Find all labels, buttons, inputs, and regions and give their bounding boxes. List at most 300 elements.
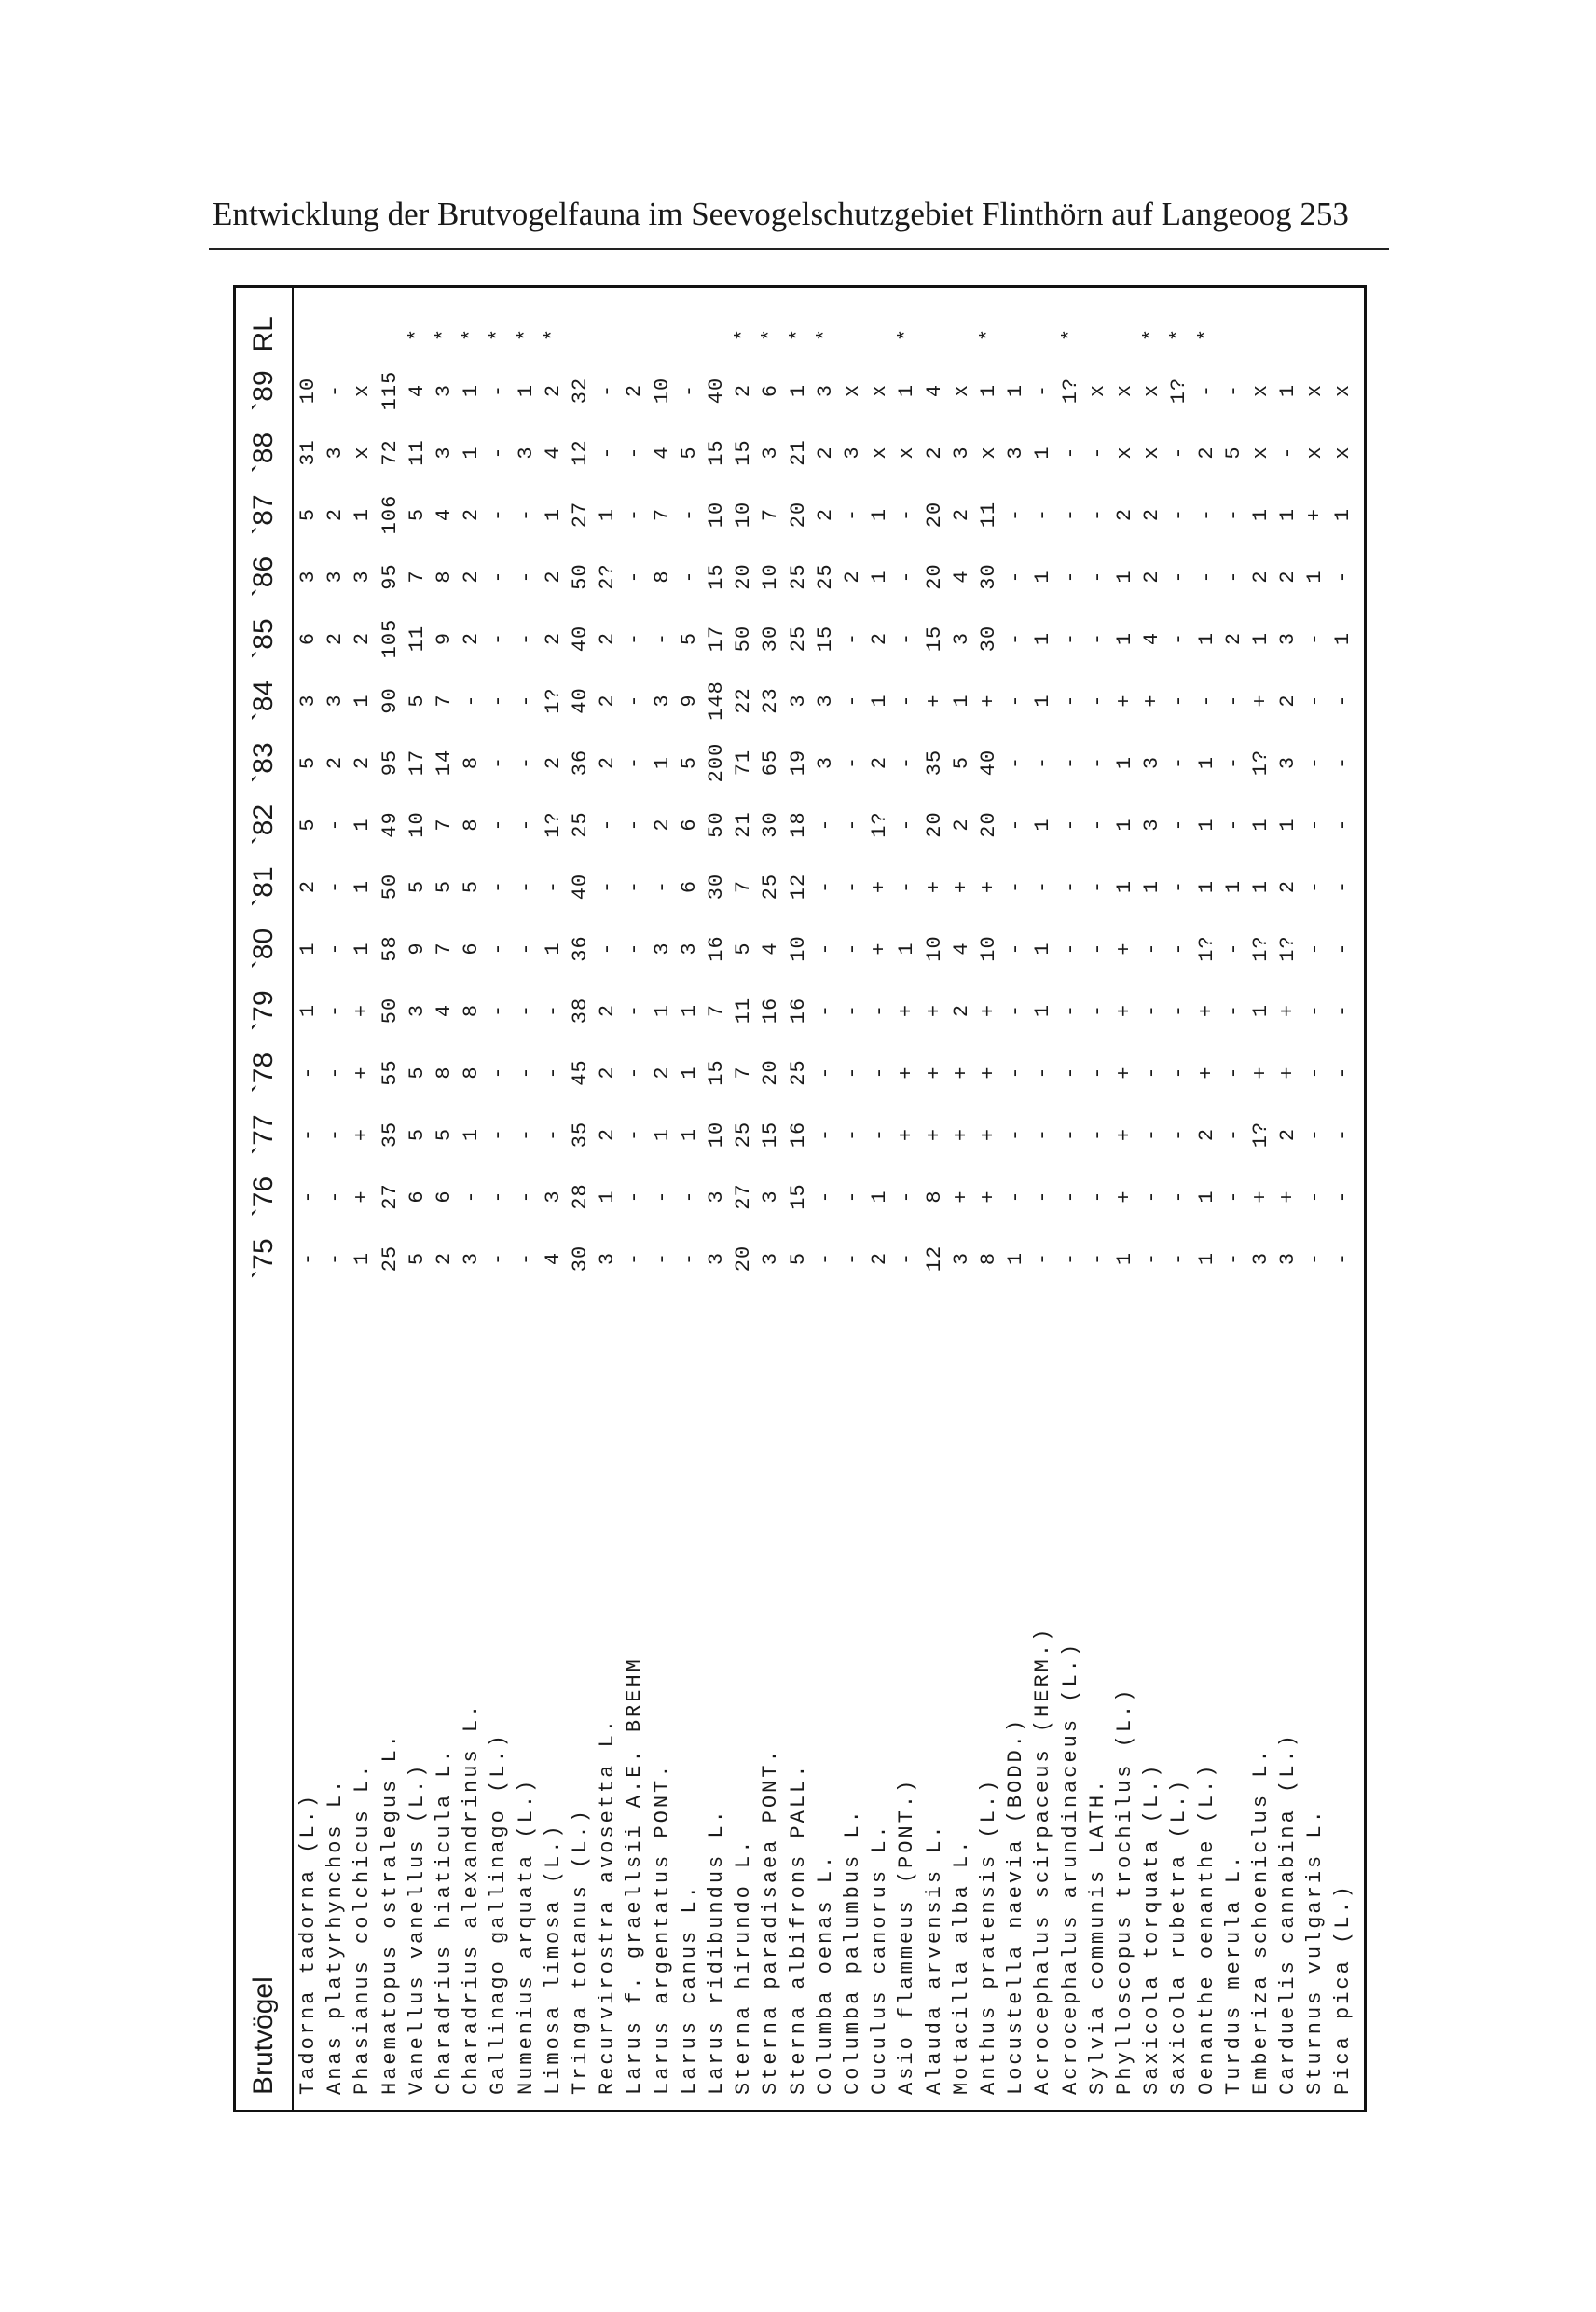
count-cell: - xyxy=(1303,1003,1328,1018)
count-cell: - xyxy=(541,1127,565,1142)
count-cell: - xyxy=(1330,879,1355,894)
count-cell: - xyxy=(1303,694,1328,708)
species-name: Charadrius hiaticula L. xyxy=(433,1747,456,2095)
count-cell: - xyxy=(1221,755,1245,770)
count-cell: 15 xyxy=(922,625,946,653)
species-name: Acrocephalus scirpaceus (HERM.) xyxy=(1031,1626,1055,2095)
count-cell: - xyxy=(1031,1066,1055,1080)
species-name: Vanellus vanellus (L.) xyxy=(405,1762,429,2095)
count-cell: 16 xyxy=(786,1121,810,1149)
count-cell: - xyxy=(1303,818,1328,832)
count-cell: - xyxy=(1140,1003,1164,1018)
count-cell: x xyxy=(949,383,973,398)
count-cell: - xyxy=(841,818,864,832)
count-cell: + xyxy=(351,1127,375,1142)
count-cell: x xyxy=(1113,446,1136,460)
count-cell: 1 xyxy=(1031,694,1055,708)
red-list-marker: * xyxy=(541,328,565,342)
count-cell: x xyxy=(1140,446,1164,460)
count-cell: - xyxy=(1140,942,1164,956)
header-rule xyxy=(209,248,1389,250)
count-cell: - xyxy=(596,818,620,832)
count-cell: 14 xyxy=(433,749,456,777)
count-cell: 8 xyxy=(460,755,484,770)
count-cell: 15 xyxy=(705,1059,728,1086)
year-header: `88 xyxy=(248,432,279,474)
count-cell: - xyxy=(623,694,647,708)
count-cell: - xyxy=(1085,694,1109,708)
count-cell: - xyxy=(1058,1066,1082,1080)
species-name: Columba oenas L. xyxy=(813,1852,837,2095)
count-cell: 15 xyxy=(759,1121,783,1149)
count-cell: - xyxy=(487,818,511,832)
count-cell: - xyxy=(813,879,837,894)
count-cell: - xyxy=(623,942,647,956)
count-cell: - xyxy=(487,507,511,522)
count-cell: - xyxy=(813,1190,837,1204)
count-cell: + xyxy=(1194,1003,1218,1018)
table-row xyxy=(976,288,1002,2110)
count-cell: - xyxy=(1167,1066,1191,1080)
count-cell: 3 xyxy=(949,446,973,460)
count-cell: 25 xyxy=(378,1245,402,1273)
count-cell: 1 xyxy=(596,1190,620,1204)
count-cell: - xyxy=(1058,694,1082,708)
count-cell: + xyxy=(977,1066,1000,1080)
species-name: Cuculus canorus L. xyxy=(868,1823,892,2095)
count-cell: - xyxy=(1058,879,1082,894)
count-cell: 6 xyxy=(296,631,320,646)
count-cell: 4 xyxy=(433,1003,456,1018)
count-cell: + xyxy=(1140,694,1164,708)
count-cell: - xyxy=(677,1190,701,1204)
count-cell: 1 xyxy=(1330,631,1355,646)
table-row xyxy=(786,288,812,2110)
species-name: Sturnus vulgaris L. xyxy=(1303,1808,1328,2095)
count-cell: - xyxy=(813,1127,837,1142)
count-cell: 20 xyxy=(977,811,1000,838)
count-cell: - xyxy=(1085,631,1109,646)
count-cell: - xyxy=(296,1066,320,1080)
count-cell: 1 xyxy=(1031,570,1055,584)
count-cell: 5 xyxy=(405,1251,429,1266)
count-cell: 4 xyxy=(759,942,783,956)
count-cell: 5 xyxy=(296,755,320,770)
count-cell: 1 xyxy=(1194,631,1218,646)
count-cell: 22 xyxy=(732,687,756,714)
count-cell: + xyxy=(977,694,1000,708)
count-cell: 49 xyxy=(378,811,402,838)
count-cell: 35 xyxy=(922,749,946,777)
count-cell: 21 xyxy=(786,439,810,466)
count-cell: 8 xyxy=(650,570,674,584)
count-cell: 3 xyxy=(1004,446,1028,460)
count-cell: - xyxy=(460,694,484,708)
count-cell: 1 xyxy=(1276,818,1300,832)
count-cell: 12 xyxy=(569,439,592,466)
count-cell: - xyxy=(1330,755,1355,770)
count-cell: 1 xyxy=(1194,818,1218,832)
count-cell: 1 xyxy=(895,942,919,956)
rotated-table-body xyxy=(236,288,1364,2110)
count-cell: - xyxy=(895,570,919,584)
count-cell: 2 xyxy=(596,755,620,770)
species-name: Alauda arvensis L. xyxy=(922,1823,946,2095)
count-cell: 8 xyxy=(922,1190,946,1204)
count-cell: - xyxy=(1221,818,1245,832)
count-cell: 1 xyxy=(868,694,892,708)
count-cell: 95 xyxy=(378,563,402,590)
count-cell: - xyxy=(1085,570,1109,584)
count-cell: 11 xyxy=(405,625,429,653)
count-cell: - xyxy=(1058,631,1082,646)
count-cell: 25 xyxy=(732,1121,756,1149)
count-cell: 2 xyxy=(949,818,973,832)
count-cell: - xyxy=(1085,1127,1109,1142)
count-cell: + xyxy=(922,1066,946,1080)
count-cell: 2 xyxy=(460,570,484,584)
table-row xyxy=(296,288,322,2110)
count-cell: 6 xyxy=(677,879,701,894)
count-cell: 5 xyxy=(1221,446,1245,460)
count-cell: 2 xyxy=(296,879,320,894)
species-name: Saxicola rubetra (L.) xyxy=(1167,1777,1191,2095)
table-row xyxy=(867,288,893,2110)
table-row xyxy=(486,288,512,2110)
count-cell: - xyxy=(514,1127,538,1142)
count-cell: x xyxy=(868,383,892,398)
count-cell: - xyxy=(813,818,837,832)
count-cell: - xyxy=(841,507,864,522)
species-name: Sterna albifrons PALL. xyxy=(786,1762,810,2095)
count-cell: 3 xyxy=(786,694,810,708)
count-cell: + xyxy=(1276,1066,1300,1080)
count-cell: - xyxy=(650,1190,674,1204)
count-cell: - xyxy=(813,1251,837,1266)
count-cell: + xyxy=(1303,507,1328,522)
count-cell: 6 xyxy=(460,942,484,956)
count-cell: - xyxy=(1330,1190,1355,1204)
count-cell: - xyxy=(1194,694,1218,708)
count-cell: + xyxy=(977,1003,1000,1018)
count-cell: - xyxy=(1167,1251,1191,1266)
count-cell: - xyxy=(1221,570,1245,584)
count-cell: - xyxy=(514,694,538,708)
count-cell: - xyxy=(623,755,647,770)
count-cell: - xyxy=(677,1251,701,1266)
count-cell: 1? xyxy=(541,811,565,838)
count-cell: 21 xyxy=(732,811,756,838)
count-cell: 1 xyxy=(1031,942,1055,956)
count-cell: 3 xyxy=(296,570,320,584)
count-cell: 3 xyxy=(759,1251,783,1266)
count-cell: 2 xyxy=(1194,446,1218,460)
count-cell: 1 xyxy=(677,1066,701,1080)
count-cell: - xyxy=(1167,755,1191,770)
count-cell: 10 xyxy=(732,501,756,529)
year-header: `85 xyxy=(248,618,279,659)
count-cell: 2 xyxy=(1276,1127,1300,1142)
count-cell: - xyxy=(323,1003,348,1018)
count-cell: - xyxy=(1004,818,1028,832)
count-cell: - xyxy=(514,631,538,646)
count-cell: 17 xyxy=(405,749,429,777)
count-cell: - xyxy=(1167,1127,1191,1142)
count-cell: - xyxy=(813,942,837,956)
count-cell: - xyxy=(1004,1127,1028,1142)
count-cell: 8 xyxy=(460,1066,484,1080)
count-cell: 5 xyxy=(296,818,320,832)
species-column-header: Brutvögel xyxy=(248,1976,279,2095)
count-cell: 3 xyxy=(323,694,348,708)
table-row xyxy=(405,288,431,2110)
count-cell: - xyxy=(623,446,647,460)
count-cell: - xyxy=(650,1251,674,1266)
count-cell: 10 xyxy=(977,935,1000,962)
count-cell: 3 xyxy=(1276,631,1300,646)
count-cell: 50 xyxy=(569,563,592,590)
count-cell: 3 xyxy=(650,694,674,708)
count-cell: - xyxy=(677,570,701,584)
count-cell: 2 xyxy=(868,631,892,646)
count-cell: 3 xyxy=(759,1190,783,1204)
count-cell: 3 xyxy=(677,942,701,956)
species-name: Recurvirostra avosetta L. xyxy=(596,1716,620,2095)
count-cell: - xyxy=(868,1003,892,1018)
table-row xyxy=(1058,288,1084,2110)
count-cell: 20 xyxy=(759,1059,783,1086)
count-cell: 2 xyxy=(433,1251,456,1266)
count-cell: x xyxy=(1330,383,1355,398)
count-cell: - xyxy=(323,383,348,398)
count-cell: 3 xyxy=(1249,1251,1273,1266)
count-cell: - xyxy=(841,631,864,646)
count-cell: 5 xyxy=(405,1127,429,1142)
count-cell: 2 xyxy=(596,631,620,646)
count-cell: 1 xyxy=(1194,1190,1218,1204)
species-name: Sylvia communis LATH. xyxy=(1085,1777,1109,2095)
count-cell: - xyxy=(1330,694,1355,708)
count-cell: 3 xyxy=(460,1251,484,1266)
count-cell: 4 xyxy=(922,383,946,398)
count-cell: 1 xyxy=(1249,631,1273,646)
count-cell: - xyxy=(1330,1127,1355,1142)
count-cell: 1 xyxy=(1303,570,1328,584)
count-cell: 30 xyxy=(705,873,728,901)
table-header-row xyxy=(236,288,294,2110)
count-cell: 2 xyxy=(323,507,348,522)
count-cell: + xyxy=(922,879,946,894)
count-cell: 2 xyxy=(1276,694,1300,708)
count-cell: 2 xyxy=(1113,507,1136,522)
count-cell: 7 xyxy=(650,507,674,522)
count-cell: 27 xyxy=(569,501,592,529)
count-cell: 7 xyxy=(732,1066,756,1080)
count-cell: 36 xyxy=(569,935,592,962)
count-cell: 1 xyxy=(1249,818,1273,832)
count-cell: - xyxy=(487,631,511,646)
table-row xyxy=(1085,288,1111,2110)
count-cell: - xyxy=(514,1066,538,1080)
count-cell: 200 xyxy=(705,742,728,783)
count-cell: 4 xyxy=(650,446,674,460)
species-name: Saxicola torquata (L.) xyxy=(1140,1762,1164,2095)
count-cell: 20 xyxy=(922,501,946,529)
table-row xyxy=(731,288,757,2110)
count-cell: - xyxy=(541,879,565,894)
count-cell: 1 xyxy=(1031,1003,1055,1018)
count-cell: - xyxy=(841,1251,864,1266)
count-cell: - xyxy=(541,1003,565,1018)
table-row xyxy=(704,288,730,2110)
count-cell: - xyxy=(1303,1190,1328,1204)
count-cell: x xyxy=(895,446,919,460)
count-cell: 20 xyxy=(732,563,756,590)
count-cell: - xyxy=(677,507,701,522)
count-cell: 1 xyxy=(596,507,620,522)
count-cell: 2 xyxy=(1140,570,1164,584)
count-cell: 1 xyxy=(1140,879,1164,894)
count-cell: 1 xyxy=(1249,507,1273,522)
count-cell: - xyxy=(1303,942,1328,956)
count-cell: 1 xyxy=(1113,1251,1136,1266)
count-cell: 10 xyxy=(405,811,429,838)
count-cell: + xyxy=(949,1127,973,1142)
count-cell: 3 xyxy=(514,446,538,460)
count-cell: - xyxy=(895,818,919,832)
count-cell: 3 xyxy=(650,942,674,956)
count-cell: - xyxy=(296,1127,320,1142)
count-cell: 1 xyxy=(1221,879,1245,894)
count-cell: 1 xyxy=(1031,631,1055,646)
running-title: Entwicklung der Brutvogelfauna im Seevogelschutzgebiet Flinthörn auf Langeoog xyxy=(213,196,1292,232)
count-cell: - xyxy=(514,818,538,832)
count-cell: 2 xyxy=(732,383,756,398)
count-cell: - xyxy=(1085,942,1109,956)
count-cell: 40 xyxy=(569,625,592,653)
count-cell: 2 xyxy=(1276,879,1300,894)
table-row xyxy=(650,288,676,2110)
count-cell: 2 xyxy=(841,570,864,584)
count-cell: x xyxy=(1249,446,1273,460)
count-cell: - xyxy=(1167,1003,1191,1018)
count-cell: 7 xyxy=(433,694,456,708)
count-cell: 6 xyxy=(405,1190,429,1204)
table-row xyxy=(813,288,839,2110)
count-cell: 3 xyxy=(323,570,348,584)
count-cell: - xyxy=(895,507,919,522)
count-cell: + xyxy=(1113,694,1136,708)
count-cell: 1 xyxy=(786,383,810,398)
count-cell: - xyxy=(1004,942,1028,956)
count-cell: + xyxy=(922,1127,946,1142)
year-header: `81 xyxy=(248,866,279,907)
count-cell: 4 xyxy=(1140,631,1164,646)
count-cell: - xyxy=(623,507,647,522)
count-cell: - xyxy=(1058,446,1082,460)
count-cell: - xyxy=(1031,383,1055,398)
count-cell: 50 xyxy=(378,997,402,1025)
red-list-marker: * xyxy=(514,328,538,342)
count-cell: + xyxy=(1194,1066,1218,1080)
count-cell: - xyxy=(677,383,701,398)
count-cell: - xyxy=(1031,1190,1055,1204)
count-cell: 25 xyxy=(786,563,810,590)
count-cell: 5 xyxy=(677,755,701,770)
year-header: `75 xyxy=(248,1238,279,1279)
red-list-marker: * xyxy=(1167,328,1191,342)
count-cell: - xyxy=(1167,879,1191,894)
count-cell: + xyxy=(1113,1190,1136,1204)
count-cell: 28 xyxy=(569,1183,592,1210)
count-cell: 7 xyxy=(759,507,783,522)
count-cell: 1 xyxy=(1194,755,1218,770)
count-cell: 1 xyxy=(541,507,565,522)
count-cell: 1 xyxy=(868,507,892,522)
species-name: Anthus pratensis (L.) xyxy=(977,1777,1000,2095)
count-cell: - xyxy=(868,1127,892,1142)
count-cell: 3 xyxy=(433,446,456,460)
table-row xyxy=(1112,288,1138,2110)
count-cell: - xyxy=(1303,631,1328,646)
count-cell: - xyxy=(487,942,511,956)
count-cell: - xyxy=(1058,1190,1082,1204)
count-cell: 50 xyxy=(705,811,728,838)
count-cell: - xyxy=(1167,818,1191,832)
count-cell: - xyxy=(650,879,674,894)
count-cell: 1 xyxy=(1113,570,1136,584)
table-row xyxy=(1194,288,1220,2110)
count-cell: 2 xyxy=(868,755,892,770)
count-cell: 2 xyxy=(1276,570,1300,584)
count-cell: 5 xyxy=(732,942,756,956)
count-cell: 72 xyxy=(378,439,402,466)
count-cell: 8 xyxy=(460,818,484,832)
page-number: 253 xyxy=(1300,196,1349,232)
count-cell: 1 xyxy=(514,383,538,398)
red-list-marker: * xyxy=(1058,328,1082,342)
count-cell: 1 xyxy=(1004,1251,1028,1266)
count-cell: 15 xyxy=(813,625,837,653)
count-cell: - xyxy=(1221,1066,1245,1080)
count-cell: - xyxy=(487,383,511,398)
count-cell: - xyxy=(1058,1003,1082,1018)
year-header: `80 xyxy=(248,928,279,970)
count-cell: - xyxy=(1004,1003,1028,1018)
table-row xyxy=(894,288,920,2110)
red-list-marker: * xyxy=(1194,328,1218,342)
count-cell: - xyxy=(1276,446,1300,460)
count-cell: 5 xyxy=(405,694,429,708)
count-cell: - xyxy=(323,942,348,956)
count-cell: x xyxy=(1303,446,1328,460)
count-cell: - xyxy=(514,1251,538,1266)
count-cell: - xyxy=(623,879,647,894)
count-cell: 2 xyxy=(541,755,565,770)
count-cell: 5 xyxy=(677,446,701,460)
species-name: Numenius arquata (L.) xyxy=(514,1777,538,2095)
count-cell: 12 xyxy=(786,873,810,901)
red-list-marker: * xyxy=(487,328,511,342)
count-cell: 1 xyxy=(949,694,973,708)
count-cell: 11 xyxy=(732,997,756,1025)
count-cell: 3 xyxy=(1276,1251,1300,1266)
count-cell: 3 xyxy=(949,1251,973,1266)
count-cell: - xyxy=(1004,694,1028,708)
count-cell: - xyxy=(1194,507,1218,522)
year-header: `76 xyxy=(248,1176,279,1218)
count-cell: - xyxy=(323,818,348,832)
